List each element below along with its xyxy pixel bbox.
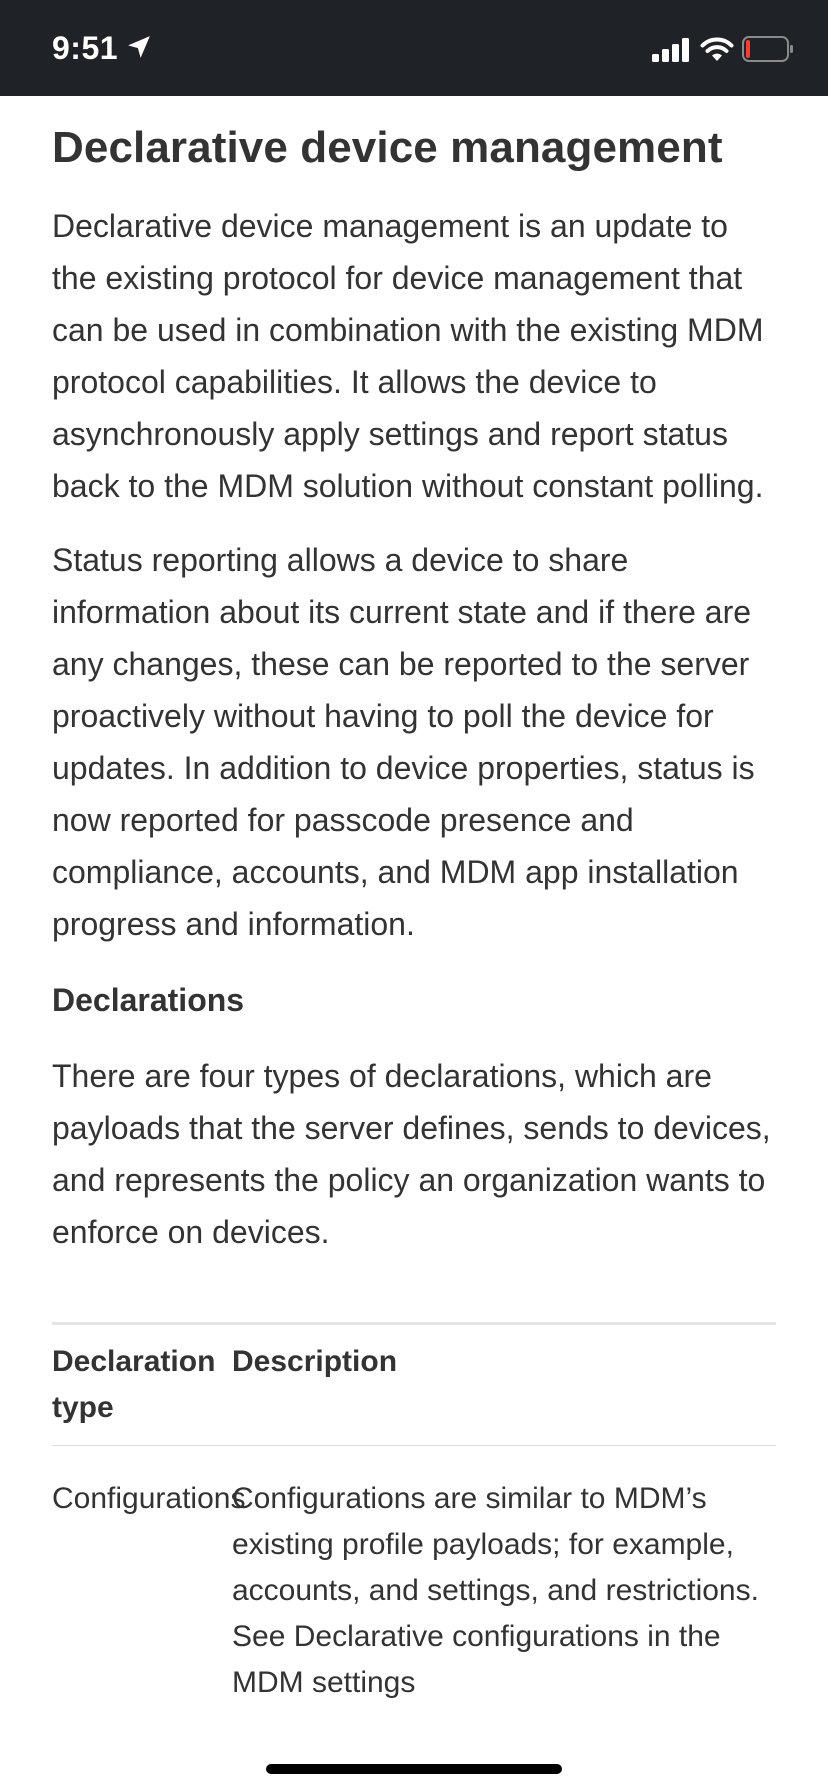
intro-paragraph: Declarative device management is an update to the existing protocol for device management that can be used in combination with the existing MDM protocol capabilities. It allows the device to asynchronously apply settings and report status back to the MDM solution without constant polling. <box>52 208 764 504</box>
article-content <box>52 96 776 1706</box>
table-cell-type: Configurations <box>52 1482 246 1515</box>
home-indicator[interactable] <box>266 1764 562 1774</box>
table-header-description: Description <box>232 1345 398 1378</box>
declarations-paragraph: There are four types of declarations, which are payloads that the server defines, sends to devices, and represents the policy an organization wants to enforce on devices. <box>52 1058 771 1250</box>
table-header-row <box>52 1325 776 1446</box>
status-time: 9:51 <box>52 30 119 66</box>
status-reporting-paragraph: Status reporting allows a device to share information about its current state and if there are any changes, these can be reported to the server proactively without having to poll the device for updates. In addition to device properties, status is now reported for passcode presence and compliance, accounts, and MDM app installation progress and information. <box>52 542 755 942</box>
section-heading-declarations: Declarations <box>52 982 245 1018</box>
cellular-signal-icon <box>652 38 690 62</box>
table-row <box>52 1446 776 1706</box>
status-bar <box>0 0 828 96</box>
table-header-type: Declaration type <box>52 1345 216 1424</box>
declarations-table <box>52 1322 776 1706</box>
table-cell-description: Configurations are similar to MDM’s existing profile payloads; for example, accounts, and settings, and restrictions. See Declarative configurations in the MDM settings <box>232 1482 759 1699</box>
battery-low-icon <box>742 36 794 62</box>
wifi-icon <box>700 36 734 62</box>
page-title: Declarative device management <box>52 123 723 172</box>
location-arrow-icon <box>126 34 152 60</box>
